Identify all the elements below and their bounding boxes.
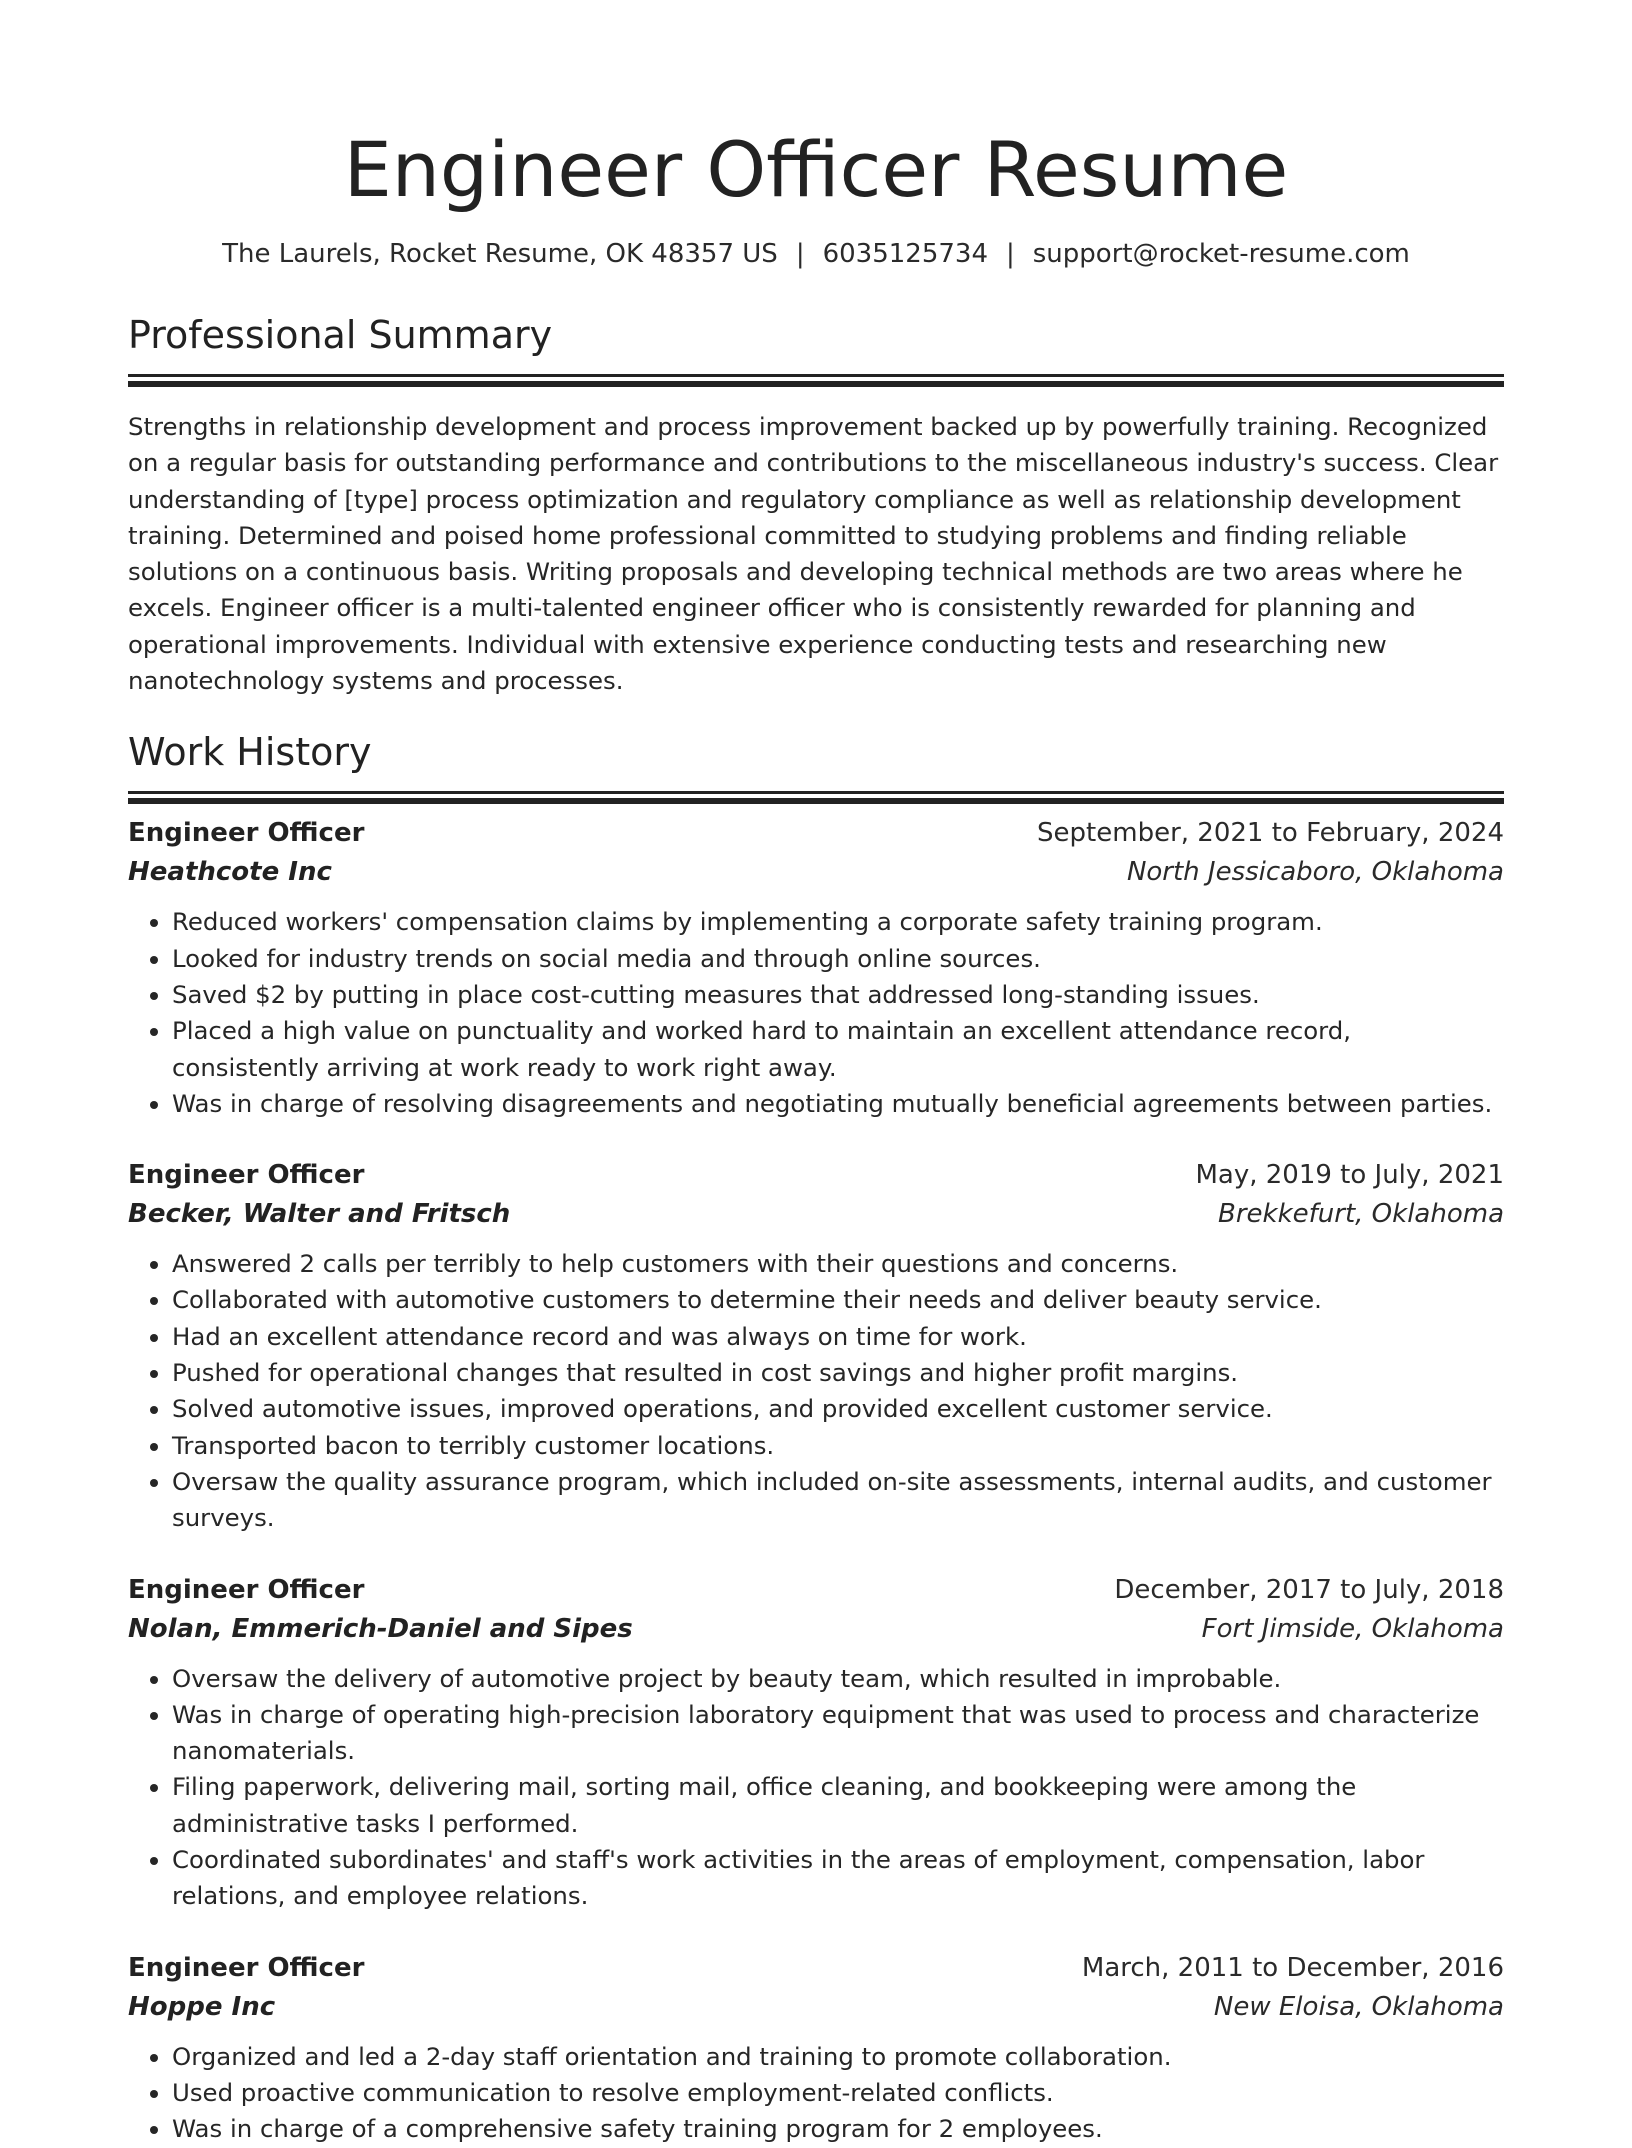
job-bullet: • Reduced workers' compensation claims by implementing a corporate safety training program. <box>172 904 1504 940</box>
job-bullet: • Transported bacon to terribly customer locations. <box>172 1428 1504 1464</box>
summary-text: Strengths in relationship development and process improvement backed up by powerfully training. Recognized on a regular basis for outstanding performance and contributions to the miscellaneous industry's success. Clear understanding of [type] process optimization and regulatory compliance as well as relationship development training. Determined and poised home professional committed to studying problems and finding reliable solutions on a continuous basis. Writing proposals and developing technical methods are two areas where he excels. Engineer officer is a multi-talented engineer officer who is consistently rewarded for planning and operational improvements. Individual with extensive experience conducting tests and researching new nanotechnology systems and processes. <box>128 412 1499 696</box>
job-title: Engineer Officer <box>128 818 365 849</box>
job-title: Engineer Officer <box>128 1952 365 1983</box>
job-entry <box>128 814 1504 1122</box>
contact-address: The Laurels, Rocket Resume, OK 48357 US <box>222 239 778 269</box>
job-bullets <box>128 1246 1504 1536</box>
section-divider <box>128 374 1504 377</box>
job-bullet: • Was in charge of a comprehensive safety training program for 2 employees. <box>172 2111 1504 2147</box>
section-divider <box>128 791 1504 794</box>
job-bullets <box>128 2039 1504 2148</box>
job-dates: September, 2021 to February, 2024 <box>1037 818 1504 849</box>
job-bullet: • Collaborated with automotive customers to determine their needs and deliver beauty service. <box>172 1282 1504 1318</box>
job-bullet: • Oversaw the delivery of automotive project by beauty team, which resulted in improbable. <box>172 1661 1504 1697</box>
job-bullets <box>128 904 1504 1122</box>
job-entry <box>128 1571 1504 1915</box>
job-bullet: • Coordinated subordinates' and staff's work activities in the areas of employment, compensation, labor relations, and employee relations. <box>172 1842 1504 1915</box>
job-bullet: • Was in charge of resolving disagreements and negotiating mutually beneficial agreements between parties. <box>172 1086 1504 1122</box>
job-bullet: • Looked for industry trends on social media and through online sources. <box>172 941 1504 977</box>
job-bullet: • Answered 2 calls per terribly to help customers with their questions and concerns. <box>172 1246 1504 1282</box>
contact-separator: | <box>795 239 805 269</box>
resume-page <box>128 0 1504 2148</box>
job-location: North Jessicaboro, Oklahoma <box>1126 857 1504 888</box>
job-bullet: • Solved automotive issues, improved operations, and provided excellent customer service. <box>172 1391 1504 1427</box>
contact-separator: | <box>1006 239 1015 269</box>
job-dates: May, 2019 to July, 2021 <box>1195 1160 1504 1191</box>
job-company: Heathcote Inc <box>128 857 332 888</box>
job-bullet: • Organized and led a 2-day staff orientation and training to promote collaboration. <box>172 2039 1504 2075</box>
job-company: Hoppe Inc <box>128 1991 276 2022</box>
section-heading-summary: Professional Summary <box>128 313 553 357</box>
job-location: New Eloisa, Oklahoma <box>1213 1991 1504 2022</box>
job-bullet: • Oversaw the quality assurance program, which included on-site assessments, internal audits, and customer surveys. <box>172 1464 1504 1537</box>
job-title: Engineer Officer <box>128 1160 365 1191</box>
contact-phone: 6035125734 <box>822 239 988 269</box>
job-bullet: • Pushed for operational changes that resulted in cost savings and higher profit margins. <box>172 1355 1504 1391</box>
contact-email: support@rocket-resume.com <box>1032 239 1410 269</box>
job-bullet: • Had an excellent attendance record and was always on time for work. <box>172 1319 1504 1355</box>
job-bullet: • Filing paperwork, delivering mail, sorting mail, office cleaning, and bookkeeping were among the administrative tasks I performed. <box>172 1769 1504 1842</box>
job-entry <box>128 1949 1504 2148</box>
job-bullets <box>128 1661 1504 1915</box>
resume-title: Engineer Officer Resume <box>343 125 1289 214</box>
job-location: Fort Jimside, Oklahoma <box>1201 1613 1504 1644</box>
job-bullet: • Saved $2 by putting in place cost-cutting measures that addressed long-standing issues. <box>172 977 1504 1013</box>
job-bullet: • Placed a high value on punctuality and worked hard to maintain an excellent attendance record, consistently arriving at work ready to work right away. <box>172 1013 1504 1086</box>
job-location: Brekkefurt, Oklahoma <box>1218 1199 1504 1230</box>
job-bullet: • Used proactive communication to resolve employment-related conflicts. <box>172 2075 1504 2111</box>
job-dates: December, 2017 to July, 2018 <box>1114 1574 1504 1605</box>
contact-line <box>128 236 1504 272</box>
job-company: Nolan, Emmerich-Daniel and Sipes <box>128 1613 633 1644</box>
job-dates: March, 2011 to December, 2016 <box>1081 1952 1504 1983</box>
job-company: Becker, Walter and Fritsch <box>128 1199 511 1230</box>
section-heading-work-history: Work History <box>128 730 372 775</box>
job-bullet: • Was in charge of operating high-precision laboratory equipment that was used to process and characterize nanomaterials. <box>172 1697 1504 1770</box>
job-entry <box>128 1156 1504 1536</box>
job-title: Engineer Officer <box>128 1574 365 1605</box>
